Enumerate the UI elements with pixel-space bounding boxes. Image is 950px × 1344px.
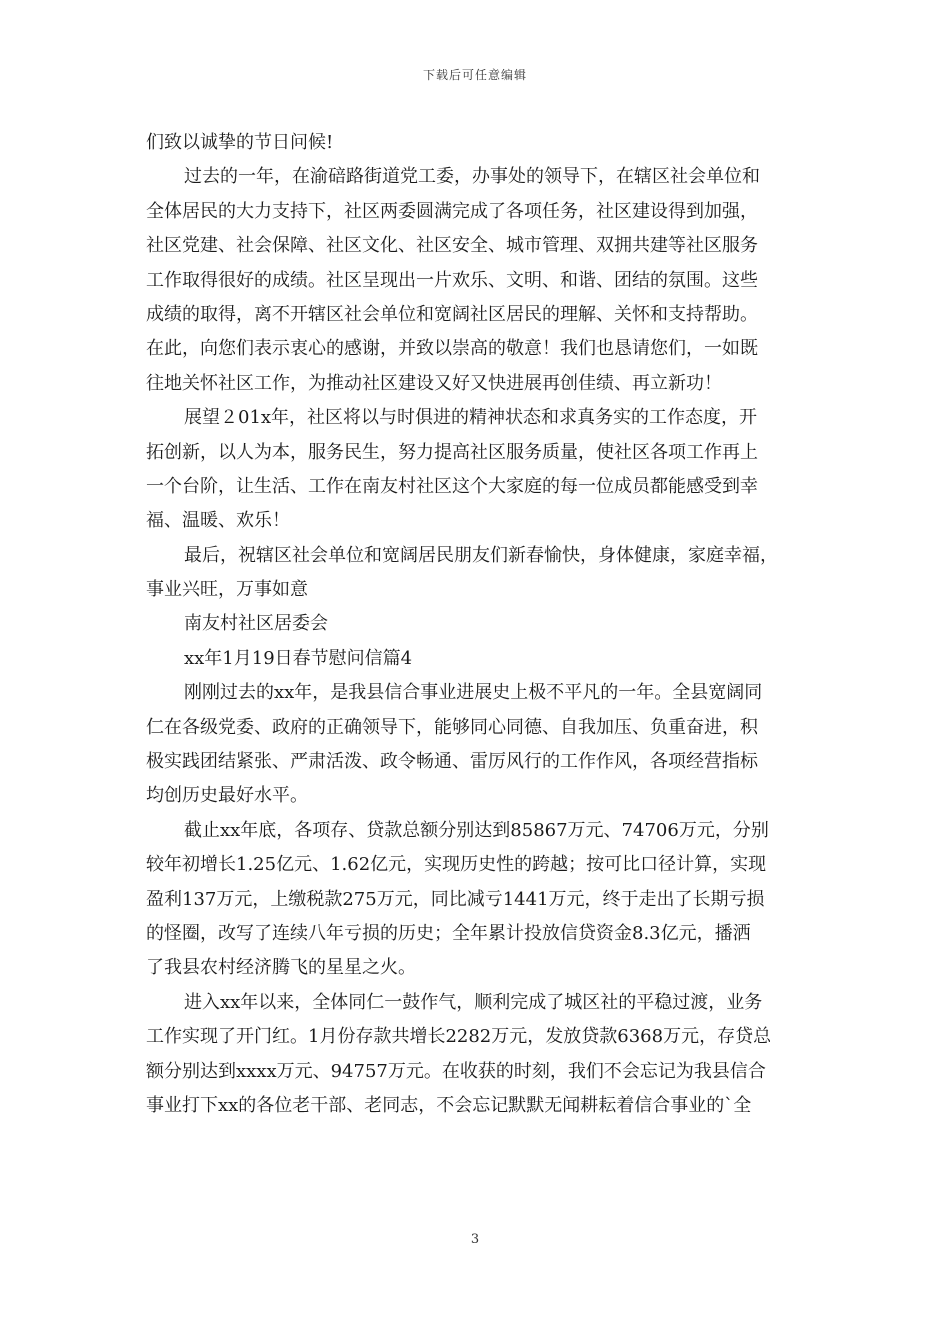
text-line: 了我县农村经济腾飞的星星之火。 bbox=[146, 957, 416, 979]
text-line: 拓创新，以人为本，服务民生，努力提高社区服务质量，使社区各项工作再上 bbox=[146, 441, 758, 463]
text-line: 最后，祝辖区社会单位和宽阔居民朋友们新春愉快，身体健康，家庭幸福， bbox=[184, 544, 778, 566]
text-line: 成绩的取得，离不开辖区社会单位和宽阔社区居民的理解、关怀和支持帮助。 bbox=[146, 303, 758, 325]
text-line: 一个台阶，让生活、工作在南友村社区这个大家庭的每一位成员都能感受到幸 bbox=[146, 475, 758, 497]
text-line: 均创历史最好水平。 bbox=[146, 785, 308, 807]
text-line: 事业打下xx的各位老干部、老同志，不会忘记默默无闻耕耘着信合事业的`全 bbox=[146, 1094, 752, 1116]
text-line: 工作实现了开门红。1月份存款共增长2282万元，发放贷款6368万元，存贷总 bbox=[146, 1026, 772, 1048]
page-header: 下载后可任意编辑 bbox=[422, 68, 527, 82]
section-title: xx年1月19日春节慰问信篇4 bbox=[184, 647, 413, 669]
page-number: 3 bbox=[470, 1232, 480, 1247]
text-line: 极实践团结紧张、严肃活泼、政令畅通、雷厉风行的工作作风，各项经营指标 bbox=[146, 751, 758, 773]
text-line: 福、温暖、欢乐！ bbox=[146, 510, 290, 532]
text-line: 展望２01x年，社区将以与时俱进的精神状态和求真务实的工作态度，开 bbox=[184, 407, 758, 429]
text-line: 截止xx年底，各项存、贷款总额分别达到85867万元、74706万元，分别 bbox=[184, 819, 769, 841]
text-line: 全体居民的大力支持下，社区两委圆满完成了各项任务，社区建设得到加强， bbox=[146, 200, 758, 222]
text-line: 刚刚过去的xx年，是我县信合事业进展史上极不平凡的一年。全县宽阔同 bbox=[184, 682, 763, 704]
text-line: 们致以诚挚的节日问候! bbox=[146, 132, 334, 153]
text-line: 额分别达到xxxx万元、94757万元。在收获的时刻，我们不会忘记为我县信合 bbox=[146, 1060, 766, 1082]
text-line: 仁在各级党委、政府的正确领导下，能够同心同德、自我加压、负重奋进，积 bbox=[146, 716, 758, 738]
text-line: 过去的一年，在渝碚路街道党工委，办事处的领导下，在辖区社会单位和 bbox=[184, 166, 760, 188]
text-line: 进入xx年以来，全体同仁一鼓作气，顺利完成了城区社的平稳过渡，业务 bbox=[184, 991, 763, 1013]
signature-line: 南友村社区居委会 bbox=[184, 613, 328, 635]
text-line: 在此，向您们表示衷心的感谢，并致以崇高的敬意！我们也恳请您们，一如既 bbox=[146, 338, 758, 360]
text-line: 较年初增长1.25亿元、1.62亿元，实现历史性的跨越；按可比口径计算，实现 bbox=[146, 854, 767, 876]
text-line: 社区党建、社会保障、社区文化、社区安全、城市管理、双拥共建等社区服务 bbox=[146, 235, 758, 257]
text-line: 事业兴旺，万事如意 bbox=[146, 579, 308, 601]
text-line: 工作取得很好的成绩。社区呈现出一片欢乐、文明、和谐、团结的氛围。这些 bbox=[146, 269, 758, 291]
text-line: 往地关怀社区工作，为推动社区建设又好又快进展再创佳绩、再立新功！ bbox=[146, 372, 722, 394]
document-body bbox=[146, 126, 826, 1123]
text-line: 的怪圈，改写了连续八年亏损的历史；全年累计投放信贷资金8.3亿元，播洒 bbox=[146, 922, 751, 944]
text-line: 盈利137万元，上缴税款275万元，同比减亏1441万元，终于走出了长期亏损 bbox=[146, 888, 765, 910]
